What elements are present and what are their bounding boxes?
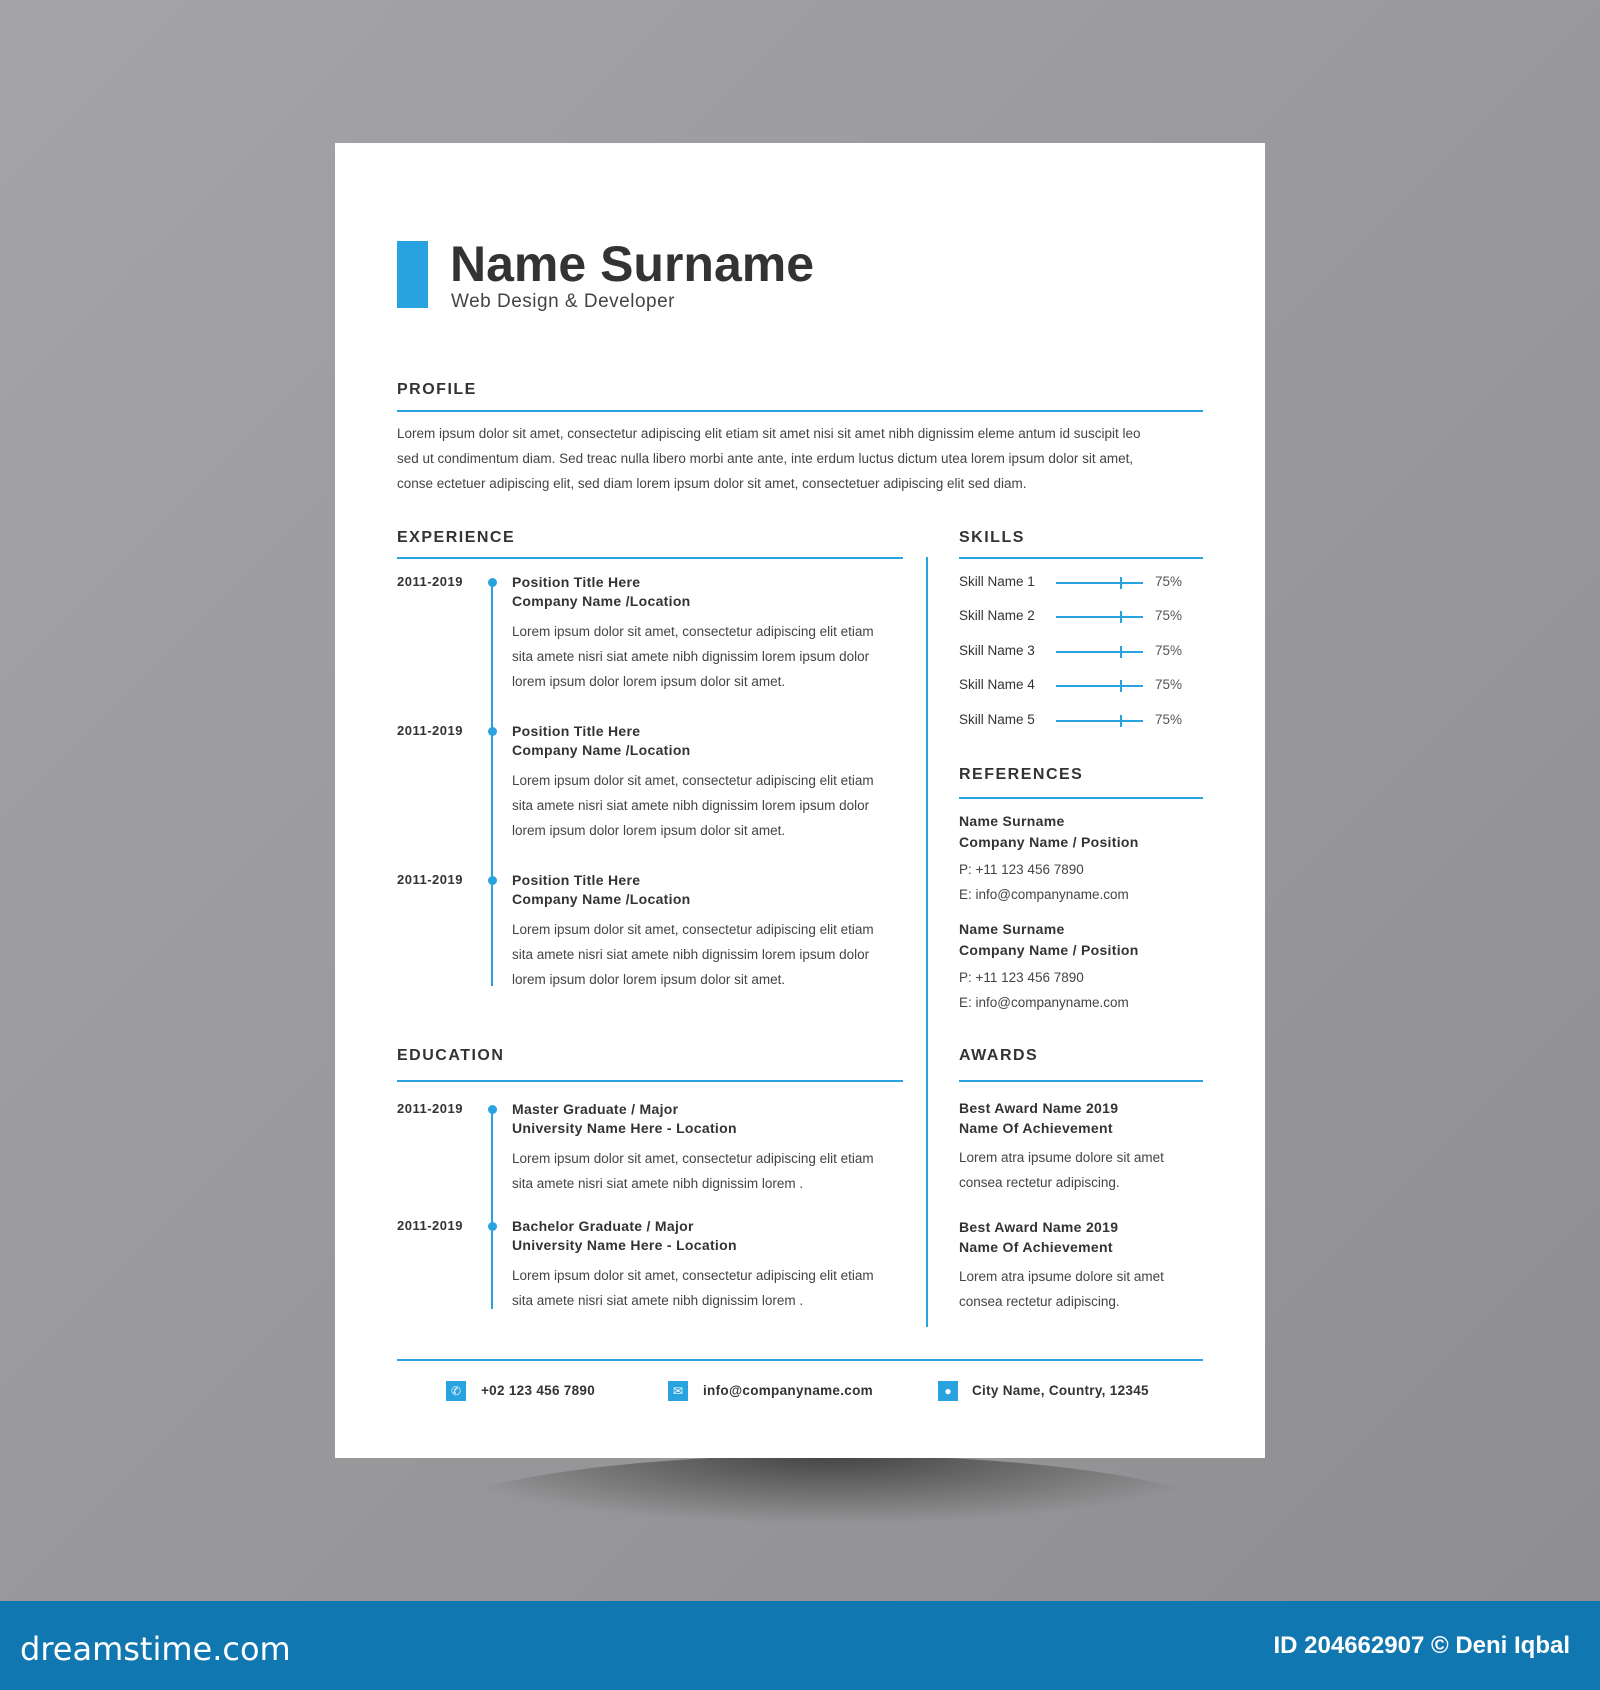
- entry-description: sita amete nisri siat amete nibh dignissim lorem .: [512, 1293, 804, 1308]
- award-description: consea rectetur adipiscing.: [959, 1175, 1120, 1190]
- entry-description: Lorem ipsum dolor sit amet, consectetur adipiscing elit etiam: [512, 922, 874, 937]
- reference-company: Company Name / Position: [959, 834, 1139, 850]
- divider: [959, 1080, 1203, 1082]
- reference-email: E: info@companyname.com: [959, 887, 1129, 902]
- award-name: Best Award Name 2019: [959, 1100, 1119, 1116]
- skill-percent: 75%: [1155, 574, 1183, 589]
- skill-percent: 75%: [1155, 711, 1183, 727]
- skill-level-bar: [1056, 651, 1143, 653]
- column-divider: [926, 557, 928, 1327]
- award-achievement: Name Of Achievement: [959, 1120, 1113, 1136]
- position-title: Position Title Here: [512, 723, 641, 739]
- page-shadow: [420, 1455, 1240, 1525]
- timeline-dot: [488, 1222, 497, 1231]
- skill-level-marker: [1120, 646, 1122, 658]
- profile-heading: PROFILE: [397, 381, 477, 398]
- award-description: Lorem atra ipsume dolore sit amet: [959, 1150, 1164, 1165]
- entry-date: 2011-2019: [397, 872, 463, 887]
- entry-description: Lorem ipsum dolor sit amet, consectetur adipiscing elit etiam: [512, 624, 874, 639]
- entry-description: sita amete nisri siat amete nibh dignissim lorem .: [512, 1176, 804, 1191]
- university-name: University Name Here - Location: [512, 1237, 737, 1253]
- award-description: consea rectetur adipiscing.: [959, 1294, 1120, 1309]
- skill-level-marker: [1120, 715, 1122, 727]
- footer-phone: +02 123 456 7890: [481, 1383, 596, 1398]
- watermark-banner: [0, 1601, 1600, 1690]
- reference-email: E: info@companyname.com: [959, 995, 1129, 1010]
- degree-title: Bachelor Graduate / Major: [512, 1218, 694, 1234]
- image-credit: ID 204662907 © Deni Iqbal: [1273, 1632, 1570, 1659]
- company-name: Company Name /Location: [512, 593, 691, 609]
- timeline-dot: [488, 727, 497, 736]
- degree-title: Master Graduate / Major: [512, 1101, 679, 1117]
- position-title: Position Title Here: [512, 574, 641, 590]
- skill-name: Skill Name 4: [959, 677, 1035, 693]
- awards-heading: AWARDS: [959, 1047, 1039, 1064]
- timeline-dot: [488, 876, 497, 885]
- entry-description: Lorem ipsum dolor sit amet, consectetur adipiscing elit etiam: [512, 1268, 874, 1283]
- phone-icon: ✆: [446, 1381, 466, 1401]
- timeline-line: [491, 1109, 493, 1309]
- entry-description: Lorem ipsum dolor sit amet, consectetur adipiscing elit etiam: [512, 773, 874, 788]
- education-heading: EDUCATION: [397, 1047, 505, 1064]
- profile-text: Lorem ipsum dolor sit amet, consectetur adipiscing elit etiam sit amet nisi sit amet nibh dignissim eleme antum id suscipit leo: [397, 426, 1141, 441]
- entry-date: 2011-2019: [397, 1101, 463, 1116]
- skill-level-bar: [1056, 616, 1143, 618]
- entry-description: lorem ipsum dolor lorem ipsum dolor sit amet.: [512, 823, 786, 838]
- entry-date: 2011-2019: [397, 574, 463, 589]
- company-name: Company Name /Location: [512, 742, 691, 758]
- timeline-dot: [488, 578, 497, 587]
- reference-phone: P: +11 123 456 7890: [959, 862, 1084, 877]
- reference-phone: P: +11 123 456 7890: [959, 970, 1084, 985]
- references-heading: REFERENCES: [959, 766, 1084, 783]
- email-icon: ✉: [668, 1381, 688, 1401]
- reference-name: Name Surname: [959, 921, 1065, 937]
- award-name: Best Award Name 2019: [959, 1219, 1119, 1235]
- divider: [959, 797, 1203, 799]
- entry-description: sita amete nisri siat amete nibh dignissim lorem ipsum dolor: [512, 947, 870, 962]
- location-pin-icon: ●: [938, 1381, 958, 1401]
- skill-name: Skill Name 5: [959, 711, 1035, 727]
- reference-name: Name Surname: [959, 813, 1065, 829]
- timeline-line: [491, 582, 493, 986]
- experience-heading: EXPERIENCE: [397, 529, 516, 546]
- entry-description: lorem ipsum dolor lorem ipsum dolor sit amet.: [512, 674, 786, 689]
- divider: [959, 557, 1203, 559]
- divider: [397, 1080, 903, 1082]
- company-name: Company Name /Location: [512, 891, 691, 907]
- accent-bar: [397, 241, 428, 308]
- skill-level-bar: [1056, 685, 1143, 687]
- award-description: Lorem atra ipsume dolore sit amet: [959, 1269, 1164, 1284]
- skill-percent: 75%: [1155, 608, 1183, 624]
- footer-email[interactable]: info@companyname.com: [703, 1383, 873, 1398]
- skill-level-bar: [1056, 582, 1143, 584]
- entry-date: 2011-2019: [397, 723, 463, 738]
- entry-description: sita amete nisri siat amete nibh dignissim lorem ipsum dolor: [512, 798, 870, 813]
- profile-text: sed ut condimentum diam. Sed treac nulla libero morbi ante ante, inte erdum luctus dictum utea lorem ipsum dolor sit amet,: [397, 451, 1134, 466]
- skill-level-marker: [1120, 611, 1122, 623]
- skill-level-bar: [1056, 720, 1143, 722]
- entry-description: sita amete nisri siat amete nibh dignissim lorem ipsum dolor: [512, 649, 870, 664]
- footer-address: City Name, Country, 12345: [972, 1383, 1149, 1398]
- position-title: Position Title Here: [512, 872, 641, 888]
- skill-percent: 75%: [1155, 677, 1183, 693]
- skill-level-marker: [1120, 680, 1122, 692]
- skill-name: Skill Name 1: [959, 574, 1035, 589]
- job-title: Web Design & Developer: [451, 291, 675, 312]
- footer-divider: [397, 1359, 1203, 1361]
- skills-heading: SKILLS: [959, 529, 1025, 546]
- entry-date: 2011-2019: [397, 1218, 463, 1233]
- entry-description: Lorem ipsum dolor sit amet, consectetur adipiscing elit etiam: [512, 1151, 874, 1166]
- reference-company: Company Name / Position: [959, 942, 1139, 958]
- timeline-dot: [488, 1105, 497, 1114]
- divider: [397, 557, 903, 559]
- profile-text: conse ectetuer adipiscing elit, sed diam lorem ipsum dolor sit amet, consectetuer adipiscing elit sed diam.: [397, 476, 1027, 491]
- award-achievement: Name Of Achievement: [959, 1239, 1113, 1255]
- skill-name: Skill Name 2: [959, 608, 1035, 624]
- university-name: University Name Here - Location: [512, 1120, 737, 1136]
- name-heading: Name Surname: [450, 236, 815, 292]
- divider: [397, 410, 1203, 412]
- skill-level-marker: [1120, 577, 1122, 589]
- skill-percent: 75%: [1155, 642, 1183, 658]
- watermark-logo: dreamstime.com: [20, 1630, 291, 1668]
- entry-description: lorem ipsum dolor lorem ipsum dolor sit amet.: [512, 972, 786, 987]
- skill-name: Skill Name 3: [959, 642, 1035, 658]
